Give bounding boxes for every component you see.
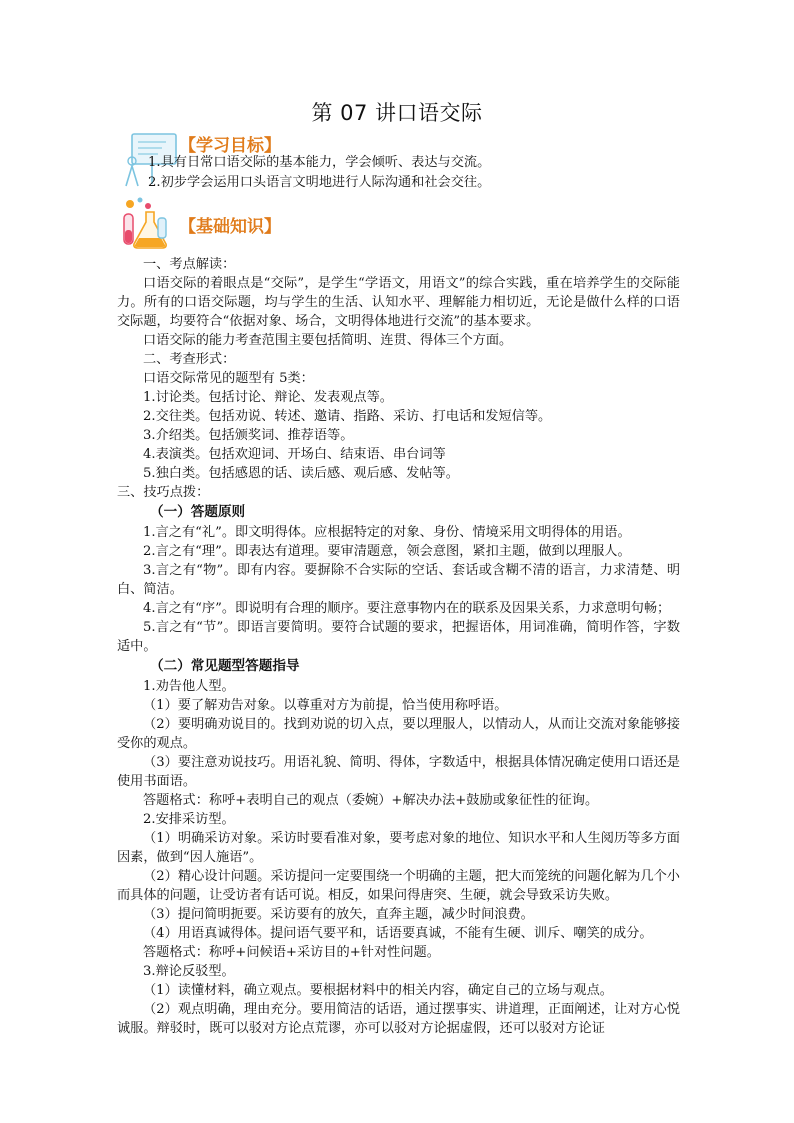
subsection-heading: （二）常见题型答题指导 [150,658,300,674]
goals-list [148,153,490,193]
type-heading: 1.劝告他人型。 [143,679,235,694]
list-item: 2.交往类。包括劝说、转述、邀请、指路、采访、打电话和发短信等。 [143,409,552,424]
list-item: 5.独白类。包括感恩的话、读后感、观后感、发帖等。 [143,466,459,481]
type-heading: 3.辩论反驳型。 [143,964,235,979]
goal-item: 2.初步学会运用口头语言文明地进行人际沟通和社会交往。 [148,175,491,190]
paragraph: 口语交际的着眼点是“交际”，是学生“学语文，用语文”的综合实践，重在培养学生的交际能力。所有的口语交际题，均与学生的生活、认知水平、理解能力相切近，无论是做什么样的口语交际题，均要符合“依据对象、场合，文明得体地进行交流”的基本要求。 [117,276,680,329]
flask-icon [118,196,174,252]
list-item: （1）要了解劝告对象。以尊重对方为前提，恰当使用称呼语。 [143,698,508,713]
goal-item: 1.具有日常口语交际的基本能力，学会倾听、表达与交流。 [148,155,491,170]
list-item: 1.言之有“礼”。即文明得体。应根据特定的对象、身份、情境采用文明得体的用语。 [143,525,631,540]
section-heading: 三、技巧点拨： [117,485,210,500]
paragraph: 口语交际的能力考查范围主要包括简明、连贯、得体三个方面。 [143,333,513,348]
list-item: （4）用语真诚得体。提问语气要平和，话语要真诚，不能有生硬、训斥、嘲笑的成分。 [143,926,653,941]
list-item: 3.介绍类。包括颁奖词、推荐语等。 [143,428,354,443]
goals-heading: 【学习目标】 [179,136,281,156]
section-heading: 一、考点解读： [143,257,236,272]
list-item: （3）要注意劝说技巧。用语礼貌、简明、得体，字数适中，根据具体情况确定使用口语还是使用书面语。 [117,755,680,789]
list-item: 4.言之有“序”。即说明有合理的顺序。要注意事物内在的联系及因果关系，力求意明句畅； [143,601,671,616]
list-item: （2）观点明确，理由充分。要用简洁的话语，通过摆事实、讲道理，正面阐述，让对方心悦诚服。辩驳时，既可以驳对方论点荒谬，亦可以驳对方论据虚假，还可以驳对方论证 [117,1002,680,1036]
answer-format: 答题格式：称呼+问候语+采访目的+针对性问题。 [143,945,440,960]
type-heading: 2.安排采访型。 [143,812,235,827]
subsection-heading: （一）答题原则 [150,504,246,520]
list-item: 1.讨论类。包括讨论、辩论、发表观点等。 [143,390,393,405]
section-heading: 二、考查形式： [143,352,236,367]
basics-heading: 【基础知识】 [179,217,281,237]
paragraph: 口语交际常见的题型有 5类： [143,371,314,386]
list-item: 3.言之有“物”。即有内容。要摒除不合实际的空话、套话或含糊不清的语言，力求清楚、明白、简洁。 [117,563,680,597]
answer-format: 答题格式：称呼+表明自己的观点（委婉）+解决办法+鼓励或象征性的征询。 [143,793,599,808]
list-item: （1）明确采访对象。采访时要看准对象，要考虑对象的地位、知识水平和人生阅历等多方面因素，做到“因人施语”。 [117,831,680,865]
list-item: （2）精心设计问题。采访提问一定要围绕一个明确的主题，把大而笼统的问题化解为几个小而具体的问题，让受访者有话可说。相反，如果问得唐突、生硬，就会导致采访失败。 [117,869,680,903]
body-text [117,255,680,1038]
list-item: （2）要明确劝说目的。找到劝说的切入点，要以理服人，以情动人，从而让交流对象能够接受你的观点。 [117,717,680,751]
list-item: 2.言之有“理”。即表达有道理。要审清题意，领会意图，紧扣主题，做到以理服人。 [143,544,631,559]
list-item: （1）读懂材料，确立观点。要根据材料中的相关内容，确定自己的立场与观点。 [143,983,613,998]
list-item: （3）提问简明扼要。采访要有的放矢，直奔主题，减少时间浪费。 [143,907,534,922]
list-item: 4.表演类。包括欢迎词、开场白、结束语、串台词等 [143,447,446,462]
list-item: 5.言之有“节”。即语言要简明。要符合试题的要求，把握语体，用词准确，简明作答，字数适中。 [117,620,680,654]
page-title: 第 07 讲口语交际 [311,101,483,125]
